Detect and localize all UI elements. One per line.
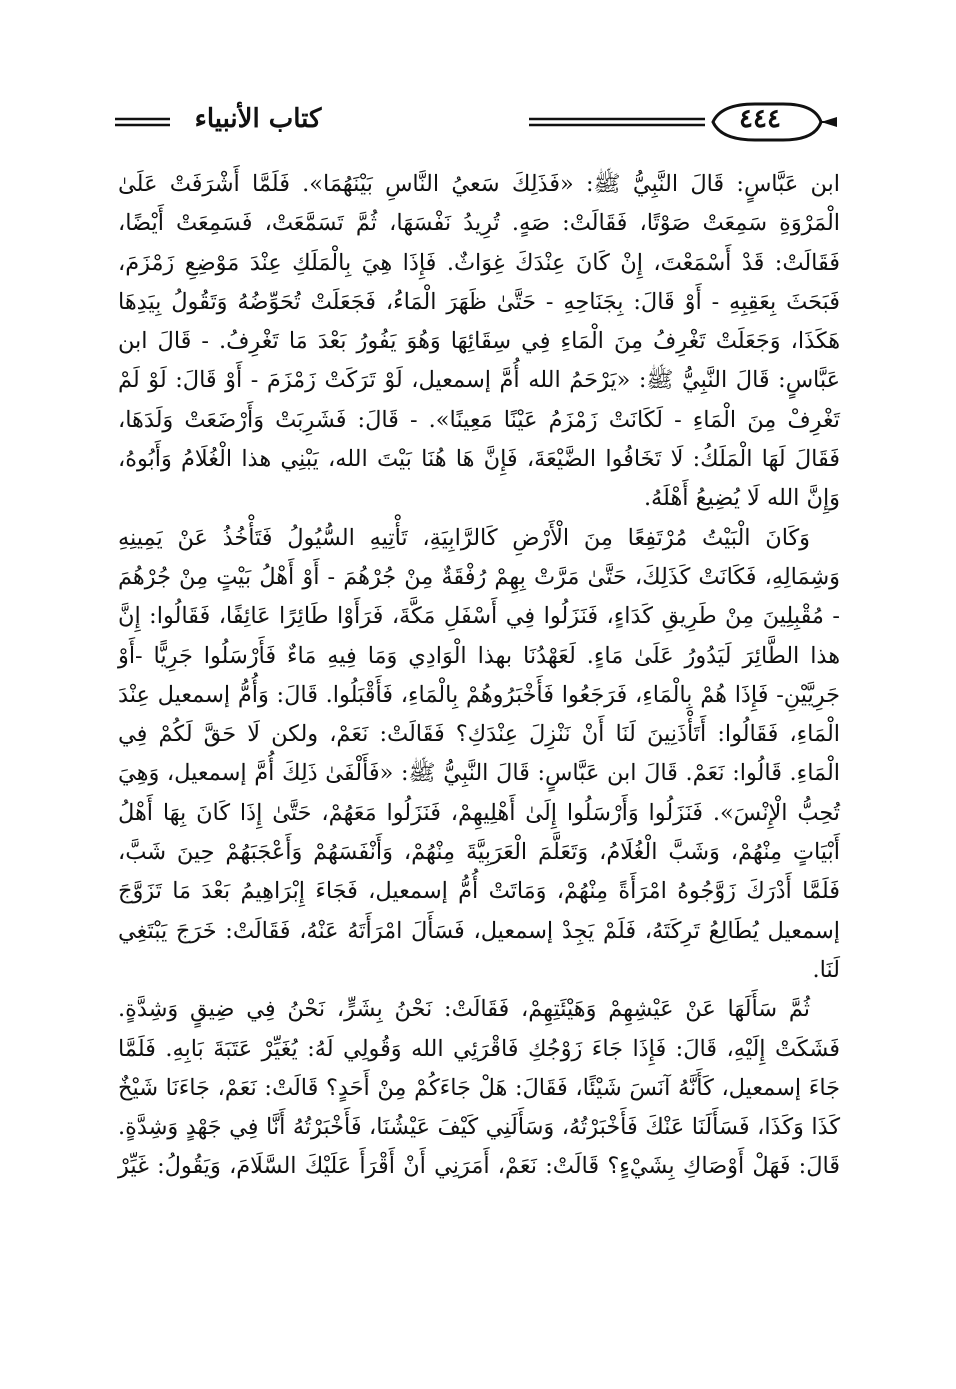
paragraph-2: وَكَانَ الْبَيْتُ مُرْتَفِعًا مِنَ الْأَرْضِ كَالرَّابِيَةِ، تَأْتِيهِ السُّيُولُ فَتَأْخُذُ عَنْ يَمِينِهِ وَشِمَالِهِ، فَكَانَتْ كَذَلِكَ، حَتَّىٰ مَرَّتْ بِهِمْ رُفْقَةٌ مِنْ جُرْهُمَ - أَوْ أَهْلُ بَيْتٍ مِنْ جُرْهُمَ - مُقْبِلِينَ مِنْ طَرِيقِ كَدَاءٍ، فَنَزَلُوا فِي أَسْفَلِ مَكَّةَ، فَرَأَوْا طَائِرًا عَائِفًا، فَقَالُوا: إِنَّ هذا الطَّائِرَ لَيَدُورُ عَلَىٰ مَاءٍ. لَعَهْدُنَا بهذا الْوَادِي وَمَا فِيهِ مَاءٌ فَأَرْسَلُوا جَرِيًّا -أَوْ جَرِيَّيْنِ- فَإِذَا هُمْ بِالْمَاءِ، فَرَجَعُوا فَأَخْبَرُوهُمْ بِالْمَاءِ، فَأَقْبَلُوا. قَالَ: وَأُمُّ إسمعيل عِنْدَ الْمَاءِ، فَقَالُوا: أَتَأْذَنِينَ لَنَا أَنْ نَنْزِلَ عِنْدَكِ؟ فَقَالَتْ: نَعَمْ، ولكن لَا حَقَّ لَكُمْ فِي الْمَاءِ. قَالُوا: نَعَمْ. قَالَ ابن عَبَّاسٍ: قَالَ النَّبِيُّ ﷺ: «فَأَلْفَىٰ ذَلِكَ أُمَّ إسمعيل، وَهِيَ تُحِبُّ الْإِنْسَ». فَنَزَلُوا وَأَرْسَلُوا إِلَىٰ أَهْلِيهِمْ، فَنَزَلُوا مَعَهُمْ، حَتَّىٰ إِذَا كَانَ بِهَا أَهْلُ أَبْيَاتٍ مِنْهُمْ، وَشَبَّ الْغُلَامُ، وَتَعَلَّمَ الْعَرَبِيَّةَ مِنْهُمْ، وَأَنْفَسَهُمْ وَأَعْجَبَهُمْ حِينَ شَبَّ، فَلَمَّا أَدْرَكَ زَوَّجُوهُ امْرَأَةً مِنْهُمْ، وَمَاتَتْ أُمُّ إسمعيل، فَجَاءَ إِبْرَاهِيمُ بَعْدَ مَا تَزَوَّجَ إسمعيل يُطَالِعُ تَرِكَتَهُ، فَلَمْ يَجِدْ إسمعيل، فَسَأَلَ امْرَأَتَهُ عَنْهُ، فَقَالَتْ: خَرَجَ يَبْتَغِي لَنَا. <box>118 524 840 983</box>
page-header <box>115 100 837 144</box>
page-number-cartouche <box>700 100 820 144</box>
book-title: كتاب الأنبياء <box>194 104 322 134</box>
page-number: ٤٤٤ <box>739 104 781 134</box>
header-title-gap <box>333 108 529 138</box>
paragraph-1: ابن عَبَّاسٍ: قَالَ النَّبِيُّ ﷺ: «فَذَلِكَ سَعيُ النَّاسِ بَيْنَهُمَا». فَلَمَّا أَشْرَفَتْ عَلَىٰ الْمَرْوَةِ سَمِعَتْ صَوْتًا، فَقَالَتْ: صَهٍ. تُرِيدُ نَفْسَهَا، ثُمَّ تَسَمَّعَتْ، فَسَمِعَتْ أَيْضًا، فَقَالَتْ: قَدْ أَسْمَعْتَ، إِنْ كَانَ عِنْدَكَ غِوَاثٌ. فَإِذَا هِيَ بِالْمَلَكِ عِنْدَ مَوْضِعِ زَمْزَمَ، فَبَحَثَ بِعَقِبِهِ - أَوْ قَالَ: بِجَنَاحِهِ - حَتَّىٰ ظَهَرَ الْمَاءُ، فَجَعَلَتْ تُحَوِّضُهُ وَتَقُولُ بِيَدِهَا هَكَذَا، وَجَعَلَتْ تَغْرِفُ مِنَ الْمَاءِ فِي سِقَائِهَا وَهُوَ يَفُورُ بَعْدَ مَا تَغْرِفُ. - قَالَ ابن عَبَّاسٍ: قَالَ النَّبِيُّ ﷺ: «يَرْحَمُ الله أُمَّ إسمعيل، لَوْ تَرَكَتْ زَمْزَمَ - أَوْ قَالَ: لَوْ لَمْ تَغْرِفْ مِنَ الْمَاءِ - لَكَانَتْ زَمْزَمُ عَيْنًا مَعِينًا». - قَالَ: فَشَرِبَتْ وَأَرْضَعَتْ وَلَدَهَا، فَقَالَ لَهَا الْمَلَكُ: لَا تَخَافُوا الضَّيْعَةَ، فَإِنَّ هَا هُنَا بَيْتَ الله، يَبْنِي هذا الْغُلَامُ وَأَبُوهُ، وَإِنَّ الله لَا يُضِيعُ أَهْلَهُ. <box>118 171 840 512</box>
page-body <box>118 165 840 1187</box>
paragraph-3: ثُمَّ سَأَلَهَا عَنْ عَيْشِهِمْ وَهَيْئَتِهِمْ، فَقَالَتْ: نَحْنُ بِشَرٍّ، نَحْنُ فِي ضِيقٍ وَشِدَّةٍ. فَشَكَتْ إِلَيْهِ، قَالَ: فَإِذَا جَاءَ زَوْجُكِ فَاقْرَئِي الله وَقُولِي لَهُ: يُغَيِّرْ عَتَبَةَ بَابِهِ. فَلَمَّا جَاءَ إسمعيل، كَأَنَّهُ آنَسَ شَيْئًا، فَقَالَ: هَلْ جَاءَكُمْ مِنْ أَحَدٍ؟ قَالَتْ: نَعَمْ، جَاءَنَا شَيْخٌ كَذَا وَكَذَا، فَسَأَلَنَا عَنْكَ فَأَخْبَرْتُهُ، وَسَأَلَنِي كَيْفَ عَيْشُنَا، فَأَخْبَرْتُهُ أَنَّا فِي جَهْدٍ وَشِدَّةٍ. قَالَ: فَهَلْ أَوْصَاكِ بِشَيْءٍ؟ قَالَتْ: نَعَمْ، أَمَرَنِي أَنْ أَقْرَأَ عَلَيْكَ السَّلَامَ، وَيَقُولُ: غَيِّرْ <box>118 996 840 1180</box>
